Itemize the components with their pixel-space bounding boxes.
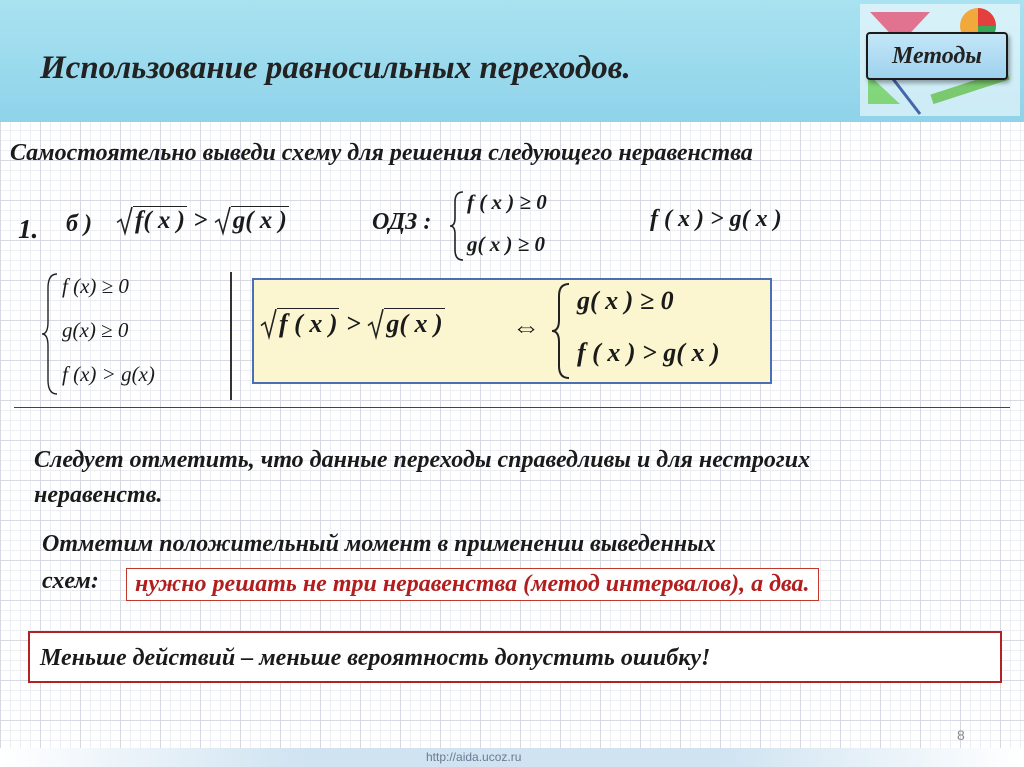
equivalence-icon: ⇔ xyxy=(512,312,540,343)
example-label: б ) xyxy=(66,211,92,237)
rule-brace-icon xyxy=(550,282,572,380)
radicand-right: g( x ) xyxy=(386,309,443,338)
highlight-box: нужно решать не три неравенства (метод интервалов), а два. xyxy=(126,568,819,601)
system-brace-icon xyxy=(40,272,60,396)
example-number: 1. xyxy=(18,214,39,244)
radicand-left: f( x ) xyxy=(135,207,185,234)
sqrt-left xyxy=(116,206,187,235)
inequality-top: f ( x ) > g( x ) xyxy=(650,206,782,232)
rule-condition-2: f ( x ) > g( x ) xyxy=(577,338,720,367)
odz-condition-2: g( x ) ≥ 0 xyxy=(467,232,546,256)
positive-line-1: Отметим положительный момент в применении выведенных xyxy=(42,531,716,557)
conclusion-box: Меньше действий – меньше вероятность допустить ошибку! xyxy=(28,631,1002,683)
rule-condition-1: g( x ) ≥ 0 xyxy=(577,286,674,315)
note-text: Следует отметить, что данные переходы справедливы и для нестрогих неравенств. xyxy=(34,447,811,508)
radical-sign-icon xyxy=(260,308,277,339)
methods-button[interactable]: Методы xyxy=(866,32,1008,80)
footer-url: http://aida.ucoz.ru xyxy=(426,750,522,764)
divider-vertical xyxy=(230,272,232,400)
system-line-3: f (x) > g(x) xyxy=(62,362,155,386)
odz-condition-1: f ( x ) ≥ 0 xyxy=(467,190,547,214)
odz-brace-icon xyxy=(449,190,465,262)
slide-title: Использование равносильных переходов. xyxy=(40,50,631,86)
sqrt-right xyxy=(214,206,289,235)
task-text: Самостоятельно выведи схему для решения следующего неравенства xyxy=(10,140,753,166)
sqrt-left xyxy=(260,308,339,339)
page-number: 8 xyxy=(957,727,965,743)
example-inequality xyxy=(116,206,289,235)
radical-sign-icon xyxy=(367,308,384,339)
system-line-2: g(x) ≥ 0 xyxy=(62,318,129,342)
inequality-operator: > xyxy=(193,207,208,234)
system-line-1: f (x) ≥ 0 xyxy=(62,274,129,298)
radical-sign-icon xyxy=(116,206,133,235)
odz-label: ОДЗ : xyxy=(372,209,432,235)
positive-line-2: схем: xyxy=(42,568,99,594)
rule-left-side xyxy=(260,308,445,339)
rule-operator: > xyxy=(345,309,361,338)
radicand-left: f ( x ) xyxy=(279,309,338,338)
radicand-right: g( x ) xyxy=(232,207,287,234)
divider-horizontal xyxy=(14,407,1010,408)
sqrt-right xyxy=(367,308,444,339)
radical-sign-icon xyxy=(214,206,231,235)
